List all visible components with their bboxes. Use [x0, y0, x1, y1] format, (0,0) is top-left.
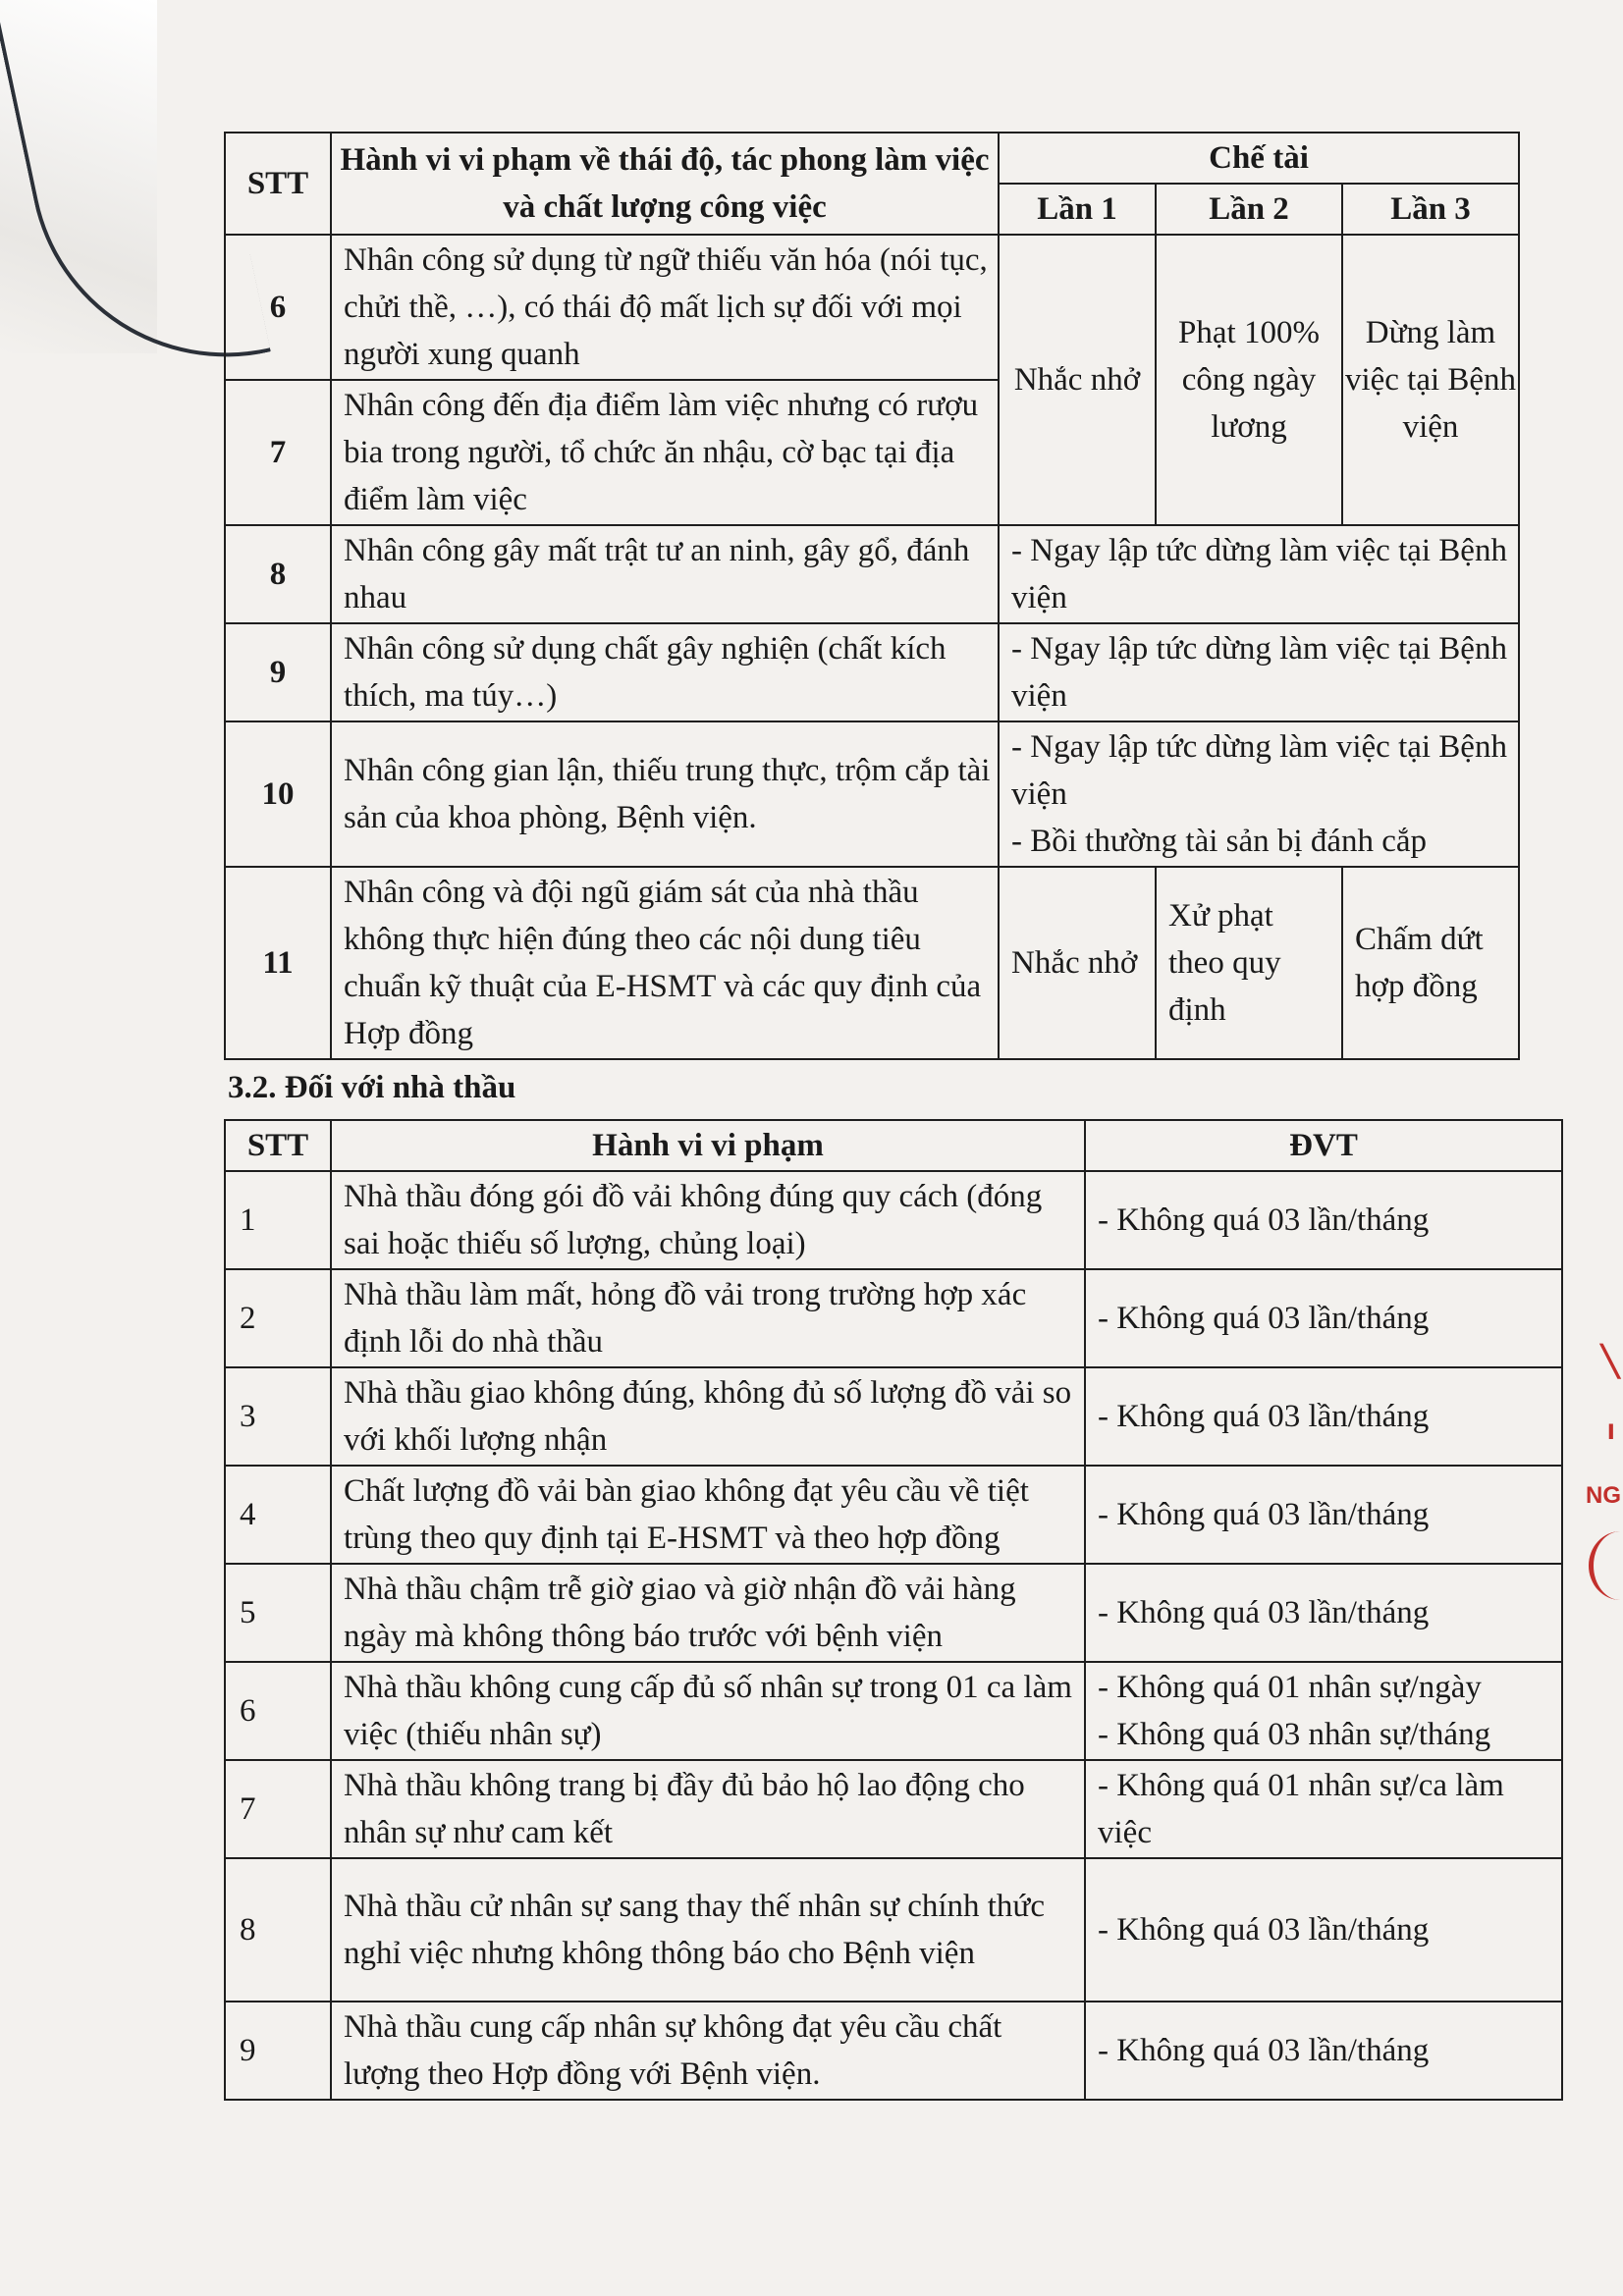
row-behavior: Nhà thầu không trang bị đầy đủ bảo hộ lao động cho nhân sự như cam kết — [331, 1760, 1085, 1858]
row-unit: - Không quá 03 lần/tháng — [1085, 1466, 1562, 1564]
sanction-lan-3: Chấm dứt hợp đồng — [1342, 867, 1519, 1059]
row-stt: 4 — [225, 1466, 331, 1564]
section-title: 3.2. Đối với nhà thầu — [228, 1070, 516, 1105]
row-behavior: Nhà thầu không cung cấp đủ số nhân sự trong 01 ca làm việc (thiếu nhân sự) — [331, 1662, 1085, 1760]
header-sanction: Chế tài — [999, 133, 1519, 184]
table-row — [225, 867, 1519, 1059]
table-row — [225, 1564, 1562, 1662]
row-stt: 7 — [225, 1760, 331, 1858]
row-behavior: Nhân công sử dụng chất gây nghiện (chất kích thích, ma túy…) — [331, 623, 999, 721]
table-row — [225, 235, 1519, 380]
row-stt: 7 — [225, 380, 331, 525]
stamp-arc — [1589, 1531, 1623, 1600]
row-unit: - Không quá 03 lần/tháng — [1085, 1367, 1562, 1466]
header-stt: STT — [225, 1120, 331, 1171]
row-stt: 8 — [225, 1858, 331, 2002]
sanction-lan-1: Nhắc nhở — [999, 867, 1156, 1059]
table-row — [225, 1858, 1562, 2002]
table-row — [225, 525, 1519, 623]
stamp-text: NG — [1586, 1482, 1621, 1509]
row-unit: - Không quá 03 lần/tháng — [1085, 1858, 1562, 2002]
table-row — [225, 721, 1519, 867]
table-row — [225, 1760, 1562, 1858]
row-behavior: Nhà thầu đóng gói đồ vải không đúng quy cách (đóng sai hoặc thiếu số lượng, chủng loại) — [331, 1171, 1085, 1269]
row-behavior: Nhà thầu cử nhân sự sang thay thế nhân sự chính thức nghỉ việc nhưng không thông báo cho Bệnh viện — [331, 1858, 1085, 2002]
row-unit: - Không quá 03 lần/tháng — [1085, 1269, 1562, 1367]
row-behavior: Chất lượng đồ vải bàn giao không đạt yêu cầu về tiệt trùng theo quy định tại E-HSMT và theo hợp đồng — [331, 1466, 1085, 1564]
row-unit: - Không quá 01 nhân sự/ca làm việc — [1085, 1760, 1562, 1858]
row-behavior: Nhà thầu làm mất, hỏng đồ vải trong trường hợp xác định lỗi do nhà thầu — [331, 1269, 1085, 1367]
header-behavior: Hành vi vi phạm — [331, 1120, 1085, 1171]
header-stt: STT — [225, 133, 331, 235]
row-stt: 2 — [225, 1269, 331, 1367]
row-stt: 8 — [225, 525, 331, 623]
table-row — [225, 1662, 1562, 1760]
sanction-lan-2: Xử phạt theo quy định — [1156, 867, 1342, 1059]
contractor-violation-table — [224, 1119, 1563, 2101]
stamp-mark: ╲ — [1600, 1346, 1619, 1378]
stamp-mark: ı — [1606, 1414, 1615, 1446]
red-stamp-fragment — [1574, 1306, 1623, 1600]
row-unit: - Không quá 03 lần/tháng — [1085, 1564, 1562, 1662]
row-behavior: Nhân công gây mất trật tư an ninh, gây gổ, đánh nhau — [331, 525, 999, 623]
header-lan-1: Lần 1 — [999, 184, 1156, 235]
row-sanction: - Ngay lập tức dừng làm việc tại Bệnh viện — [999, 525, 1519, 623]
row-stt: 5 — [225, 1564, 331, 1662]
header-lan-3: Lần 3 — [1342, 184, 1519, 235]
table-row — [225, 1269, 1562, 1367]
row-unit: - Không quá 01 nhân sự/ngày - Không quá 03 nhân sự/tháng — [1085, 1662, 1562, 1760]
row-behavior: Nhân công và đội ngũ giám sát của nhà thầu không thực hiện đúng theo các nội dung tiêu chuẩn kỹ thuật của E-HSMT và các quy định của Hợp đồng — [331, 867, 999, 1059]
row-behavior: Nhà thầu cung cấp nhân sự không đạt yêu cầu chất lượng theo Hợp đồng với Bệnh viện. — [331, 2002, 1085, 2100]
row-behavior: Nhà thầu chậm trễ giờ giao và giờ nhận đồ vải hàng ngày mà không thông báo trước với bệnh viện — [331, 1564, 1085, 1662]
table-row — [225, 1466, 1562, 1564]
sanction-lan-1: Nhắc nhở — [999, 235, 1156, 525]
row-behavior: Nhân công gian lận, thiếu trung thực, trộm cắp tài sản của khoa phòng, Bệnh viện. — [331, 721, 999, 867]
header-unit: ĐVT — [1085, 1120, 1562, 1171]
row-behavior: Nhân công sử dụng từ ngữ thiếu văn hóa (nói tục, chửi thề, …), có thái độ mất lịch sự đối với mọi người xung quanh — [331, 235, 999, 380]
row-stt: 3 — [225, 1367, 331, 1466]
row-stt: 10 — [225, 721, 331, 867]
row-behavior: Nhà thầu giao không đúng, không đủ số lượng đồ vải so với khối lượng nhận — [331, 1367, 1085, 1466]
table-row — [225, 2002, 1562, 2100]
header-behavior: Hành vi vi phạm về thái độ, tác phong làm việc và chất lượng công việc — [331, 133, 999, 235]
table-row — [225, 623, 1519, 721]
table-row — [225, 1367, 1562, 1466]
row-stt: 9 — [225, 623, 331, 721]
sanction-lan-2: Phạt 100% công ngày lương — [1156, 235, 1342, 525]
row-stt: 11 — [225, 867, 331, 1059]
sanction-lan-3: Dừng làm việc tại Bệnh viện — [1342, 235, 1519, 525]
row-sanction: - Ngay lập tức dừng làm việc tại Bệnh viện — [999, 623, 1519, 721]
staff-sanction-table — [224, 132, 1520, 1060]
row-behavior: Nhân công đến địa điểm làm việc nhưng có rượu bia trong người, tổ chức ăn nhậu, cờ bạc tại địa điểm làm việc — [331, 380, 999, 525]
row-stt: 1 — [225, 1171, 331, 1269]
row-stt: 9 — [225, 2002, 331, 2100]
header-lan-2: Lần 2 — [1156, 184, 1342, 235]
table-row — [225, 1171, 1562, 1269]
row-unit: - Không quá 03 lần/tháng — [1085, 1171, 1562, 1269]
row-stt: 6 — [225, 1662, 331, 1760]
row-sanction: - Ngay lập tức dừng làm việc tại Bệnh viện - Bồi thường tài sản bị đánh cắp — [999, 721, 1519, 867]
row-unit: - Không quá 03 lần/tháng — [1085, 2002, 1562, 2100]
row-stt: 6 — [225, 235, 331, 380]
